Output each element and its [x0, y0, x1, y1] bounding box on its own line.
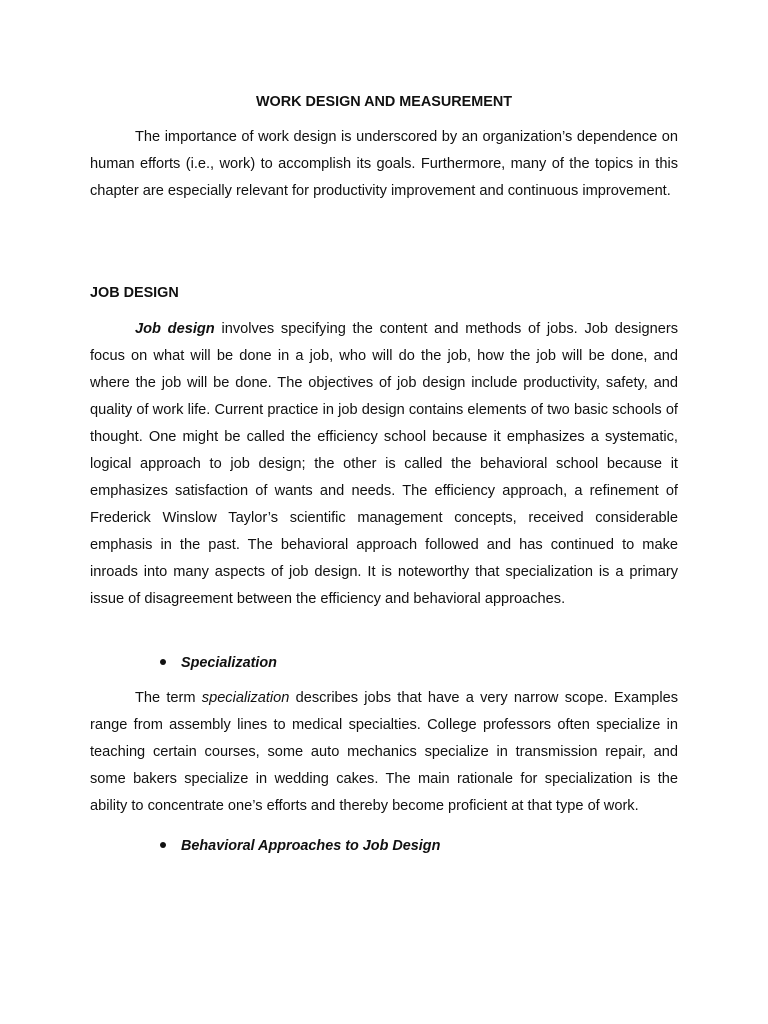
job-design-paragraph-text: involves specifying the content and methods of jobs. Job designers focus on what will be done in a job, who will do the job, how the job will be done, and where the job will be done. The objectives of job design include productivity, safety, and quality of work life. Current practice in job design contains elements of two basic schools of thought. One might be called the efficiency school because it emphasizes a systematic, logical approach to job design; the other is called the behavioral school because it emphasizes satisfaction of wants and needs. The efficiency approach, a refinement of Frederick Winslow Taylor’s scientific management concepts, received considerable emphasis in the past. The behavioral approach followed and has continued to make inroads into many aspects of job design. It is noteworthy that specialization is a primary issue of disagreement between the efficiency and behavioral approaches. — [90, 321, 679, 607]
specialization-term: specialization — [201, 690, 290, 706]
bullet-behavioral-approaches — [160, 837, 440, 855]
bullet-specialization — [160, 654, 277, 672]
intro-paragraph: The importance of work design is underscored by an organization’s dependence on human efforts (i.e., work) to accomplish its goals. Furthermore, many of the topics in this chapter are especially relevant for productivity improvement and continuous improvement. — [90, 129, 678, 199]
bullet-label: Specialization — [181, 655, 277, 671]
section-heading-job-design: JOB DESIGN — [90, 285, 179, 301]
document-title: WORK DESIGN AND MEASUREMENT — [255, 94, 513, 110]
job-design-paragraph — [90, 316, 678, 613]
specialization-prefix: The term — [135, 690, 202, 706]
job-design-term: Job design — [135, 321, 215, 337]
specialization-paragraph — [90, 685, 678, 820]
bullet-dot-icon — [160, 659, 166, 665]
specialization-paragraph-text: describes jobs that have a very narrow scope. Examples range from assembly lines to medical specialties. College professors often specialize in teaching certain courses, some auto mechanics specialize in transmission repair, and some bakers specialize in wedding cakes. The main rationale for specialization is the ability to concentrate one’s efforts and thereby become proficient at that type of work. — [90, 690, 678, 814]
bullet-label: Behavioral Approaches to Job Design — [181, 838, 441, 854]
bullet-dot-icon — [160, 842, 166, 848]
